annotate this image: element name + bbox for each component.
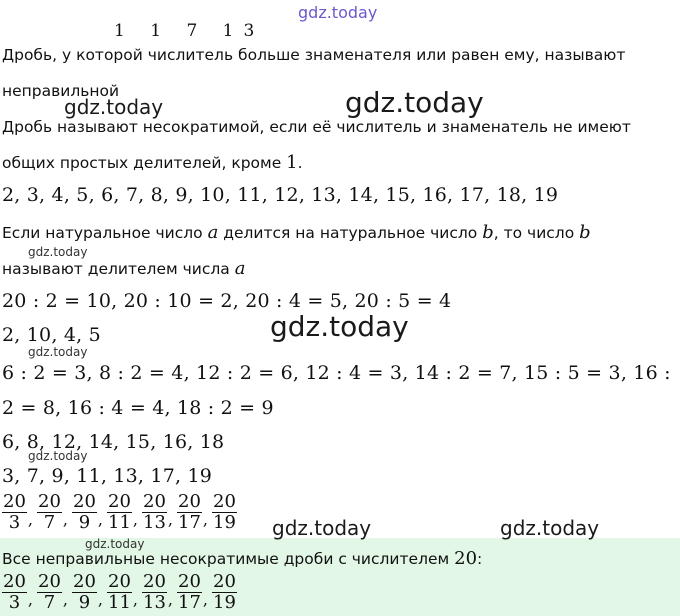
number: 20 xyxy=(454,548,478,569)
numerator: 20 xyxy=(108,571,131,592)
definition-irreducible: Дробь называют несократимой, если её числитель и знаменатель не имеют xyxy=(2,118,631,136)
numerator: 20 xyxy=(213,491,236,512)
denominator: 7 xyxy=(43,512,56,533)
denominator: 3 xyxy=(8,512,21,533)
numerator: 20 xyxy=(73,571,96,592)
denominator: 11 xyxy=(108,592,131,613)
fraction xyxy=(37,492,62,533)
watermark: gdz.today xyxy=(28,245,88,259)
fraction xyxy=(2,492,27,533)
text: называют делителем числа xyxy=(2,260,235,278)
irreducible-denominators: 3, 7, 9, 11, 13, 17, 19 xyxy=(2,465,213,487)
answer-fraction-list: $\frac{20}{3}$ , $\frac{20}{7}$ , $\frac{20}{9}$ , $\frac{20}{11}$ , $\frac{20}{13}$ , $\frac{20}{17}$ , $\frac{20}{19}$ xyxy=(3,571,236,613)
text: . xyxy=(297,154,303,172)
text: , то число xyxy=(493,224,580,242)
fraction xyxy=(2,572,27,613)
denominator: 11 xyxy=(108,512,131,533)
denominator: 9 xyxy=(78,512,91,533)
variable-a: a xyxy=(234,258,246,279)
numerator: 20 xyxy=(178,491,201,512)
denominator: 3 xyxy=(8,592,21,613)
fraction xyxy=(72,492,97,533)
definition-divisor-cont xyxy=(2,258,245,279)
numerator: 20 xyxy=(143,491,166,512)
number: 1 xyxy=(286,152,298,173)
watermark: gdz.today xyxy=(500,516,600,540)
denominator: 17 xyxy=(178,512,201,533)
fraction xyxy=(142,572,167,613)
fraction xyxy=(212,572,237,613)
fraction xyxy=(177,572,202,613)
text: делится на натуральное число xyxy=(218,224,483,242)
watermark: gdz.today xyxy=(28,449,88,463)
variable-b: b xyxy=(482,222,494,243)
numerator: 20 xyxy=(213,571,236,592)
divisions-check-cont: 2 = 8, 16 : 4 = 4, 18 : 2 = 9 xyxy=(2,397,274,419)
fraction xyxy=(37,572,62,613)
numerator: 20 xyxy=(38,571,61,592)
numerator: 20 xyxy=(178,571,201,592)
watermark: gdz.today xyxy=(64,95,164,119)
numerator: 20 xyxy=(3,571,26,592)
text: Если натуральное число xyxy=(2,224,208,242)
fraction xyxy=(72,572,97,613)
divisions-of-20: 20 : 2 = 10, 20 : 10 = 2, 20 : 4 = 5, 20 : 5 = 4 xyxy=(2,290,452,312)
definition-irreducible-cont xyxy=(2,152,303,173)
numerator: 20 xyxy=(73,491,96,512)
text: : xyxy=(477,550,483,568)
variable-b: b xyxy=(579,222,591,243)
denominator: 7 xyxy=(43,592,56,613)
numerator: 20 xyxy=(38,491,61,512)
numerator: 20 xyxy=(143,571,166,592)
definition-improper: Дробь, у которой числитель больше знаменателя или равен ему, называют xyxy=(2,46,626,64)
denominator: 9 xyxy=(78,592,91,613)
denominator: 13 xyxy=(143,592,166,613)
fraction xyxy=(107,492,132,533)
answer-heading xyxy=(2,548,482,569)
cut-fraction-row: 1 1 7 13 xyxy=(114,21,265,38)
denominator: 19 xyxy=(213,592,236,613)
numerator: 20 xyxy=(108,491,131,512)
fraction-list: $\frac{20}{3}$ , $\frac{20}{7}$ , $\frac{20}{9}$ , $\frac{20}{11}$ , $\frac{20}{13}$ , $\frac{20}{17}$ , $\frac{20}{19}$ xyxy=(3,491,236,533)
denominator: 17 xyxy=(178,592,201,613)
watermark: gdz.today xyxy=(85,537,145,551)
text: общих простых делителей, кроме xyxy=(2,154,287,172)
text: Все неправильные несократимые дроби с числителем xyxy=(2,550,455,568)
fraction xyxy=(107,572,132,613)
fraction xyxy=(177,492,202,533)
divisions-check: 6 : 2 = 3, 8 : 2 = 4, 12 : 2 = 6, 12 : 4 = 3, 14 : 2 = 7, 15 : 5 = 3, 16 : xyxy=(2,362,671,384)
watermark: gdz.today xyxy=(270,310,409,343)
numerator: 20 xyxy=(3,491,26,512)
watermark: gdz.today xyxy=(298,3,378,22)
definition-divisor xyxy=(2,222,591,243)
term-improper: неправильной xyxy=(2,82,120,100)
watermark: gdz.today xyxy=(28,345,88,359)
fraction xyxy=(142,492,167,533)
watermark: gdz.today xyxy=(272,516,372,540)
denominators-list: 2, 3, 4, 5, 6, 7, 8, 9, 10, 11, 12, 13, 14, 15, 16, 17, 18, 19 xyxy=(2,184,559,206)
fraction xyxy=(212,492,237,533)
watermark: gdz.today xyxy=(345,86,484,119)
divisors-of-20: 2, 10, 4, 5 xyxy=(2,324,101,346)
reducible-denominators: 6, 8, 12, 14, 15, 16, 18 xyxy=(2,431,225,453)
denominator: 13 xyxy=(143,512,166,533)
denominator: 19 xyxy=(213,512,236,533)
variable-a: a xyxy=(207,222,219,243)
